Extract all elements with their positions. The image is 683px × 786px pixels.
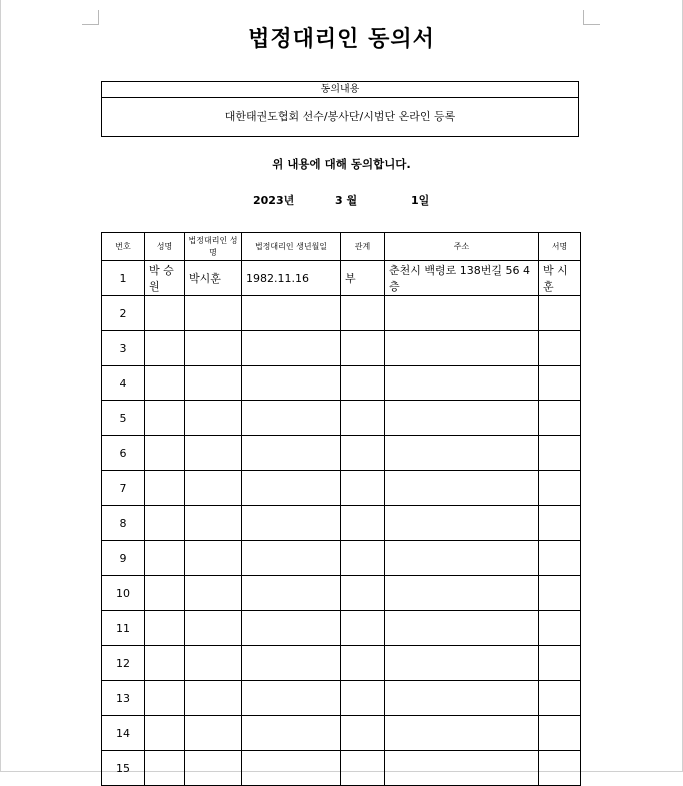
cell-address bbox=[385, 716, 539, 751]
cell-guardian-name bbox=[185, 366, 242, 401]
agree-statement: 위 내용에 대해 동의합니다. bbox=[272, 157, 411, 171]
cell-signature bbox=[539, 331, 581, 366]
cell-signature bbox=[539, 296, 581, 331]
cell-guardian-birth bbox=[242, 541, 341, 576]
table-header-row bbox=[102, 233, 581, 261]
cell-guardian-birth bbox=[242, 681, 341, 716]
table-row bbox=[102, 611, 581, 646]
cell-relation bbox=[341, 436, 385, 471]
cell-guardian-birth: 1982.11.16 bbox=[242, 261, 341, 296]
header-no: 번호 bbox=[102, 233, 145, 261]
header-guardian-name: 법정대리인 성명 bbox=[185, 233, 242, 261]
cell-address bbox=[385, 506, 539, 541]
cell-no: 13 bbox=[102, 681, 145, 716]
cell-relation bbox=[341, 296, 385, 331]
cell-guardian-birth bbox=[242, 506, 341, 541]
cell-no: 5 bbox=[102, 401, 145, 436]
cell-address bbox=[385, 541, 539, 576]
cell-no: 2 bbox=[102, 296, 145, 331]
cell-signature bbox=[539, 716, 581, 751]
cell-relation bbox=[341, 751, 385, 786]
cell-guardian-birth bbox=[242, 331, 341, 366]
cell-no: 1 bbox=[102, 261, 145, 296]
table-row bbox=[102, 646, 581, 681]
table-row bbox=[102, 261, 581, 296]
table-row bbox=[102, 751, 581, 786]
cell-signature bbox=[539, 471, 581, 506]
cell-relation: 부 bbox=[341, 261, 385, 296]
cell-address bbox=[385, 646, 539, 681]
cell-guardian-name bbox=[185, 331, 242, 366]
cell-relation bbox=[341, 506, 385, 541]
cell-address: 춘천시 백령로 138번길 56 4층 bbox=[385, 261, 539, 296]
cell-name bbox=[145, 576, 185, 611]
cell-name bbox=[145, 541, 185, 576]
cell-relation bbox=[341, 716, 385, 751]
cell-signature bbox=[539, 611, 581, 646]
cell-guardian-name: 박시훈 bbox=[185, 261, 242, 296]
cell-address bbox=[385, 401, 539, 436]
table-row bbox=[102, 366, 581, 401]
cell-no: 10 bbox=[102, 576, 145, 611]
cell-name bbox=[145, 436, 185, 471]
table-row bbox=[102, 331, 581, 366]
header-relation: 관계 bbox=[341, 233, 385, 261]
cell-name bbox=[145, 296, 185, 331]
cell-guardian-name bbox=[185, 401, 242, 436]
cell-relation bbox=[341, 366, 385, 401]
table-row bbox=[102, 436, 581, 471]
cell-no: 8 bbox=[102, 506, 145, 541]
cell-address bbox=[385, 436, 539, 471]
cell-name: 박 승 원 bbox=[145, 261, 185, 296]
cell-guardian-name bbox=[185, 611, 242, 646]
consent-header: 동의내용 bbox=[102, 82, 578, 98]
cell-address bbox=[385, 681, 539, 716]
cell-address bbox=[385, 751, 539, 786]
consent-text: 대한태권도협회 선수/봉사단/시범단 온라인 등록 bbox=[224, 110, 456, 123]
cell-signature bbox=[539, 576, 581, 611]
cell-guardian-name bbox=[185, 681, 242, 716]
cell-signature bbox=[539, 366, 581, 401]
cell-guardian-birth bbox=[242, 436, 341, 471]
cell-guardian-name bbox=[185, 296, 242, 331]
cell-guardian-name bbox=[185, 506, 242, 541]
cell-no: 14 bbox=[102, 716, 145, 751]
document-title: 법정대리인 동의서 bbox=[248, 26, 435, 52]
cell-signature bbox=[539, 646, 581, 681]
header-address: 주소 bbox=[385, 233, 539, 261]
cell-name bbox=[145, 401, 185, 436]
cell-name bbox=[145, 506, 185, 541]
cell-name bbox=[145, 471, 185, 506]
cell-guardian-birth bbox=[242, 296, 341, 331]
cell-guardian-birth bbox=[242, 716, 341, 751]
cell-relation bbox=[341, 576, 385, 611]
cell-signature bbox=[539, 681, 581, 716]
cell-name bbox=[145, 681, 185, 716]
cell-guardian-birth bbox=[242, 471, 341, 506]
cell-guardian-name bbox=[185, 576, 242, 611]
cell-guardian-name bbox=[185, 471, 242, 506]
header-signature: 서명 bbox=[539, 233, 581, 261]
cell-guardian-name bbox=[185, 436, 242, 471]
consent-box bbox=[101, 81, 579, 137]
cell-guardian-birth bbox=[242, 401, 341, 436]
cell-no: 7 bbox=[102, 471, 145, 506]
cell-name bbox=[145, 646, 185, 681]
cell-name bbox=[145, 331, 185, 366]
cell-name bbox=[145, 611, 185, 646]
table-row bbox=[102, 716, 581, 751]
cell-guardian-name bbox=[185, 541, 242, 576]
cell-guardian-birth bbox=[242, 611, 341, 646]
cell-relation bbox=[341, 541, 385, 576]
cell-relation bbox=[341, 471, 385, 506]
cell-guardian-name bbox=[185, 751, 242, 786]
date-day: 1일 bbox=[411, 194, 430, 207]
cell-signature bbox=[539, 436, 581, 471]
cell-no: 9 bbox=[102, 541, 145, 576]
cell-address bbox=[385, 576, 539, 611]
date-month: 3 월 bbox=[335, 194, 358, 207]
cell-signature: 박 시 훈 bbox=[539, 261, 581, 296]
cell-relation bbox=[341, 331, 385, 366]
cell-address bbox=[385, 611, 539, 646]
cell-no: 15 bbox=[102, 751, 145, 786]
cell-relation bbox=[341, 611, 385, 646]
table-row bbox=[102, 576, 581, 611]
cell-signature bbox=[539, 401, 581, 436]
cell-guardian-name bbox=[185, 716, 242, 751]
header-guardian-birth: 법정대리인 생년월일 bbox=[242, 233, 341, 261]
table-row bbox=[102, 471, 581, 506]
cell-name bbox=[145, 366, 185, 401]
cell-guardian-birth bbox=[242, 751, 341, 786]
cell-no: 4 bbox=[102, 366, 145, 401]
cell-no: 6 bbox=[102, 436, 145, 471]
cell-signature bbox=[539, 541, 581, 576]
date-year: 2023년 bbox=[253, 194, 295, 207]
cell-address bbox=[385, 366, 539, 401]
cell-relation bbox=[341, 646, 385, 681]
cell-no: 11 bbox=[102, 611, 145, 646]
cell-name bbox=[145, 716, 185, 751]
guardian-table bbox=[101, 232, 581, 786]
cell-no: 12 bbox=[102, 646, 145, 681]
cell-guardian-birth bbox=[242, 366, 341, 401]
table-row bbox=[102, 296, 581, 331]
cell-signature bbox=[539, 751, 581, 786]
cell-relation bbox=[341, 681, 385, 716]
cell-guardian-birth bbox=[242, 646, 341, 681]
table-row bbox=[102, 541, 581, 576]
cell-signature bbox=[539, 506, 581, 541]
table-row bbox=[102, 401, 581, 436]
cell-no: 3 bbox=[102, 331, 145, 366]
cell-address bbox=[385, 331, 539, 366]
cell-name bbox=[145, 751, 185, 786]
table-body bbox=[102, 261, 581, 786]
header-name: 성명 bbox=[145, 233, 185, 261]
cell-address bbox=[385, 471, 539, 506]
table-row bbox=[102, 506, 581, 541]
cell-guardian-birth bbox=[242, 576, 341, 611]
cell-address bbox=[385, 296, 539, 331]
table-row bbox=[102, 681, 581, 716]
cell-guardian-name bbox=[185, 646, 242, 681]
cell-relation bbox=[341, 401, 385, 436]
